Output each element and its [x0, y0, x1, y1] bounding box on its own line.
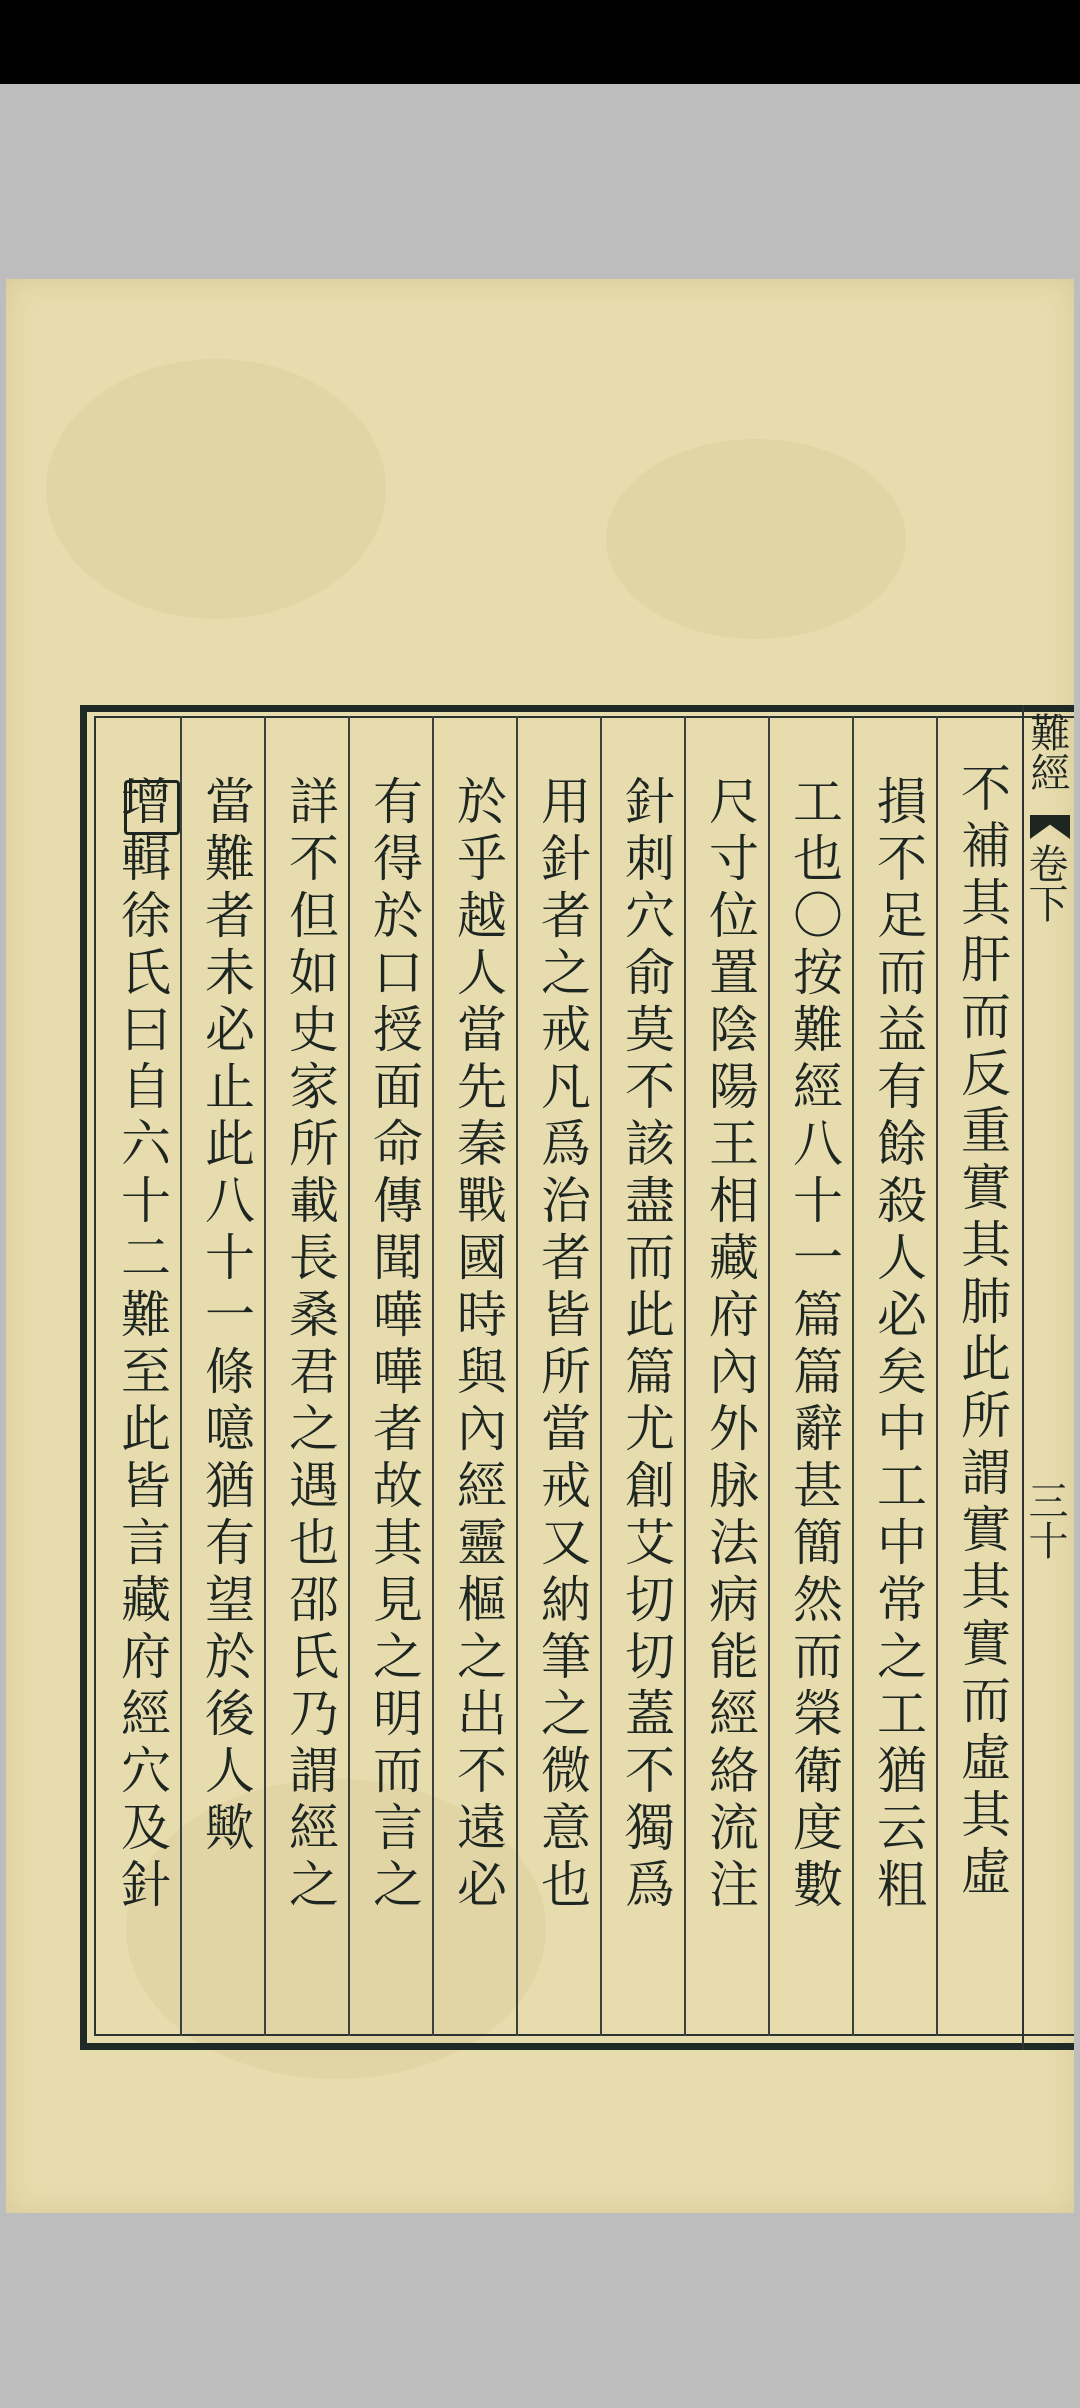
text-column: 詳不但如史家所載長桑君之遇也邵氏乃謂經之 — [281, 775, 339, 1915]
column-divider — [852, 716, 854, 2036]
banxin-juan: 卷下 — [1022, 843, 1068, 923]
column-divider — [516, 716, 518, 2036]
text-column: 不補其肝而反重實其肺此所謂實其實而虛其虛 — [953, 762, 1011, 1902]
text-column: 損不足而益有餘殺人必矣中工中常之工猶云粗 — [869, 775, 927, 1915]
column-divider — [936, 716, 938, 2036]
text-column: 於乎越人當先秦戰國時與內經靈樞之出不遠必 — [449, 775, 507, 1915]
column-divider — [432, 716, 434, 2036]
column-divider — [768, 716, 770, 2036]
text-column: 有得於口授面命傳聞嘩嘩者故其見之明而言之 — [365, 775, 423, 1915]
annotation-marker-box — [124, 780, 180, 835]
column-divider — [348, 716, 350, 2036]
text-column: 尺寸位置陰陽王相藏府內外脉法病能經絡流注 — [701, 775, 759, 1915]
banxin-page-number: 三十 — [1022, 1480, 1068, 1560]
text-column: 工也〇按難經八十一篇篇辭甚簡然而榮衛度數 — [785, 775, 843, 1915]
text-column: 針刺穴俞莫不該盡而此篇尤創艾切切蓋不獨爲 — [617, 775, 675, 1915]
banxin-title: 難經 — [1024, 712, 1070, 792]
status-bar — [0, 0, 1080, 84]
text-column: 當難者未必止此八十一條噫猶有望於後人歟 — [197, 775, 255, 1858]
text-column: 用針者之戒凡爲治者皆所當戒又納筆之微意也 — [533, 775, 591, 1915]
text-column: 增輯徐氏曰自六十二難至此皆言藏府經穴及針 — [113, 775, 171, 1915]
column-divider — [600, 716, 602, 2036]
column-divider — [264, 716, 266, 2036]
column-divider — [684, 716, 686, 2036]
column-divider — [180, 716, 182, 2036]
